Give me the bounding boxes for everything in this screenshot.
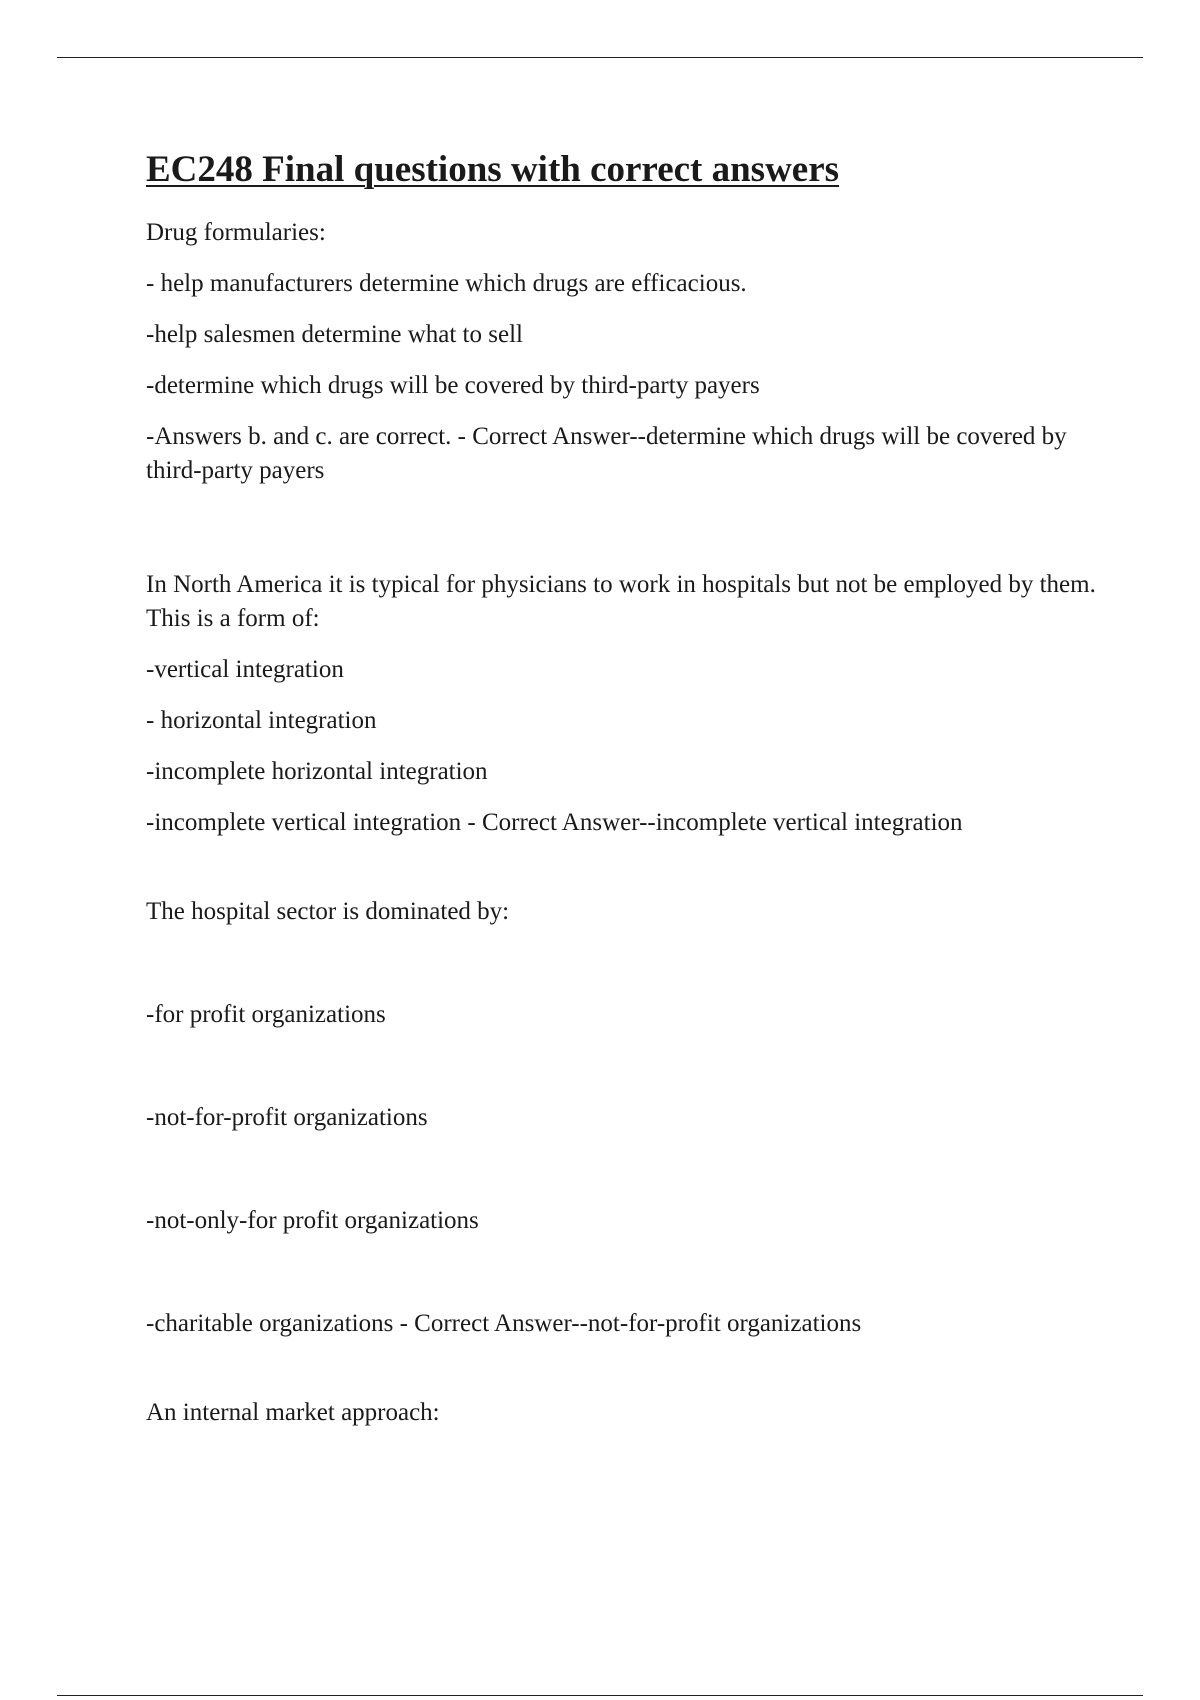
answer-option: -for profit organizations [146, 1001, 386, 1028]
question-prompt: The hospital sector is dominated by: [146, 898, 510, 925]
header-rule [57, 57, 1143, 58]
question-prompt: An internal market approach: [146, 1399, 440, 1426]
answer-option: - help manufacturers determine which drugs are efficacious. [146, 270, 747, 297]
answer-option: - horizontal integration [146, 707, 377, 734]
answer-option-with-correct-answer: -charitable organizations - Correct Answer--not-for-profit organizations [146, 1310, 862, 1337]
document-body [146, 146, 1096, 1447]
answer-option: -determine which drugs will be covered by third-party payers [146, 372, 760, 399]
question-prompt: Drug formularies: [146, 219, 326, 246]
document-title: EC248 Final questions with correct answers [146, 149, 840, 190]
answer-option: -not-for-profit organizations [146, 1104, 428, 1131]
answer-option: -not-only-for profit organizations [146, 1207, 479, 1234]
answer-option: -vertical integration [146, 656, 344, 683]
question-prompt: In North America it is typical for physicians to work in hospitals but not be employed by them. This is a form of: [146, 571, 1096, 632]
question-1 [146, 216, 1096, 488]
footer-rule [57, 1695, 1143, 1696]
question-4 [146, 1396, 1096, 1430]
question-3 [146, 895, 1096, 1341]
answer-option-with-correct-answer: -incomplete vertical integration - Correct Answer--incomplete vertical integration [146, 809, 963, 836]
answer-option-with-correct-answer: -Answers b. and c. are correct. - Correct Answer--determine which drugs will be covered by third-party payers [146, 423, 1067, 484]
answer-option: -incomplete horizontal integration [146, 758, 488, 785]
answer-option: -help salesmen determine what to sell [146, 321, 523, 348]
question-2 [146, 568, 1096, 840]
